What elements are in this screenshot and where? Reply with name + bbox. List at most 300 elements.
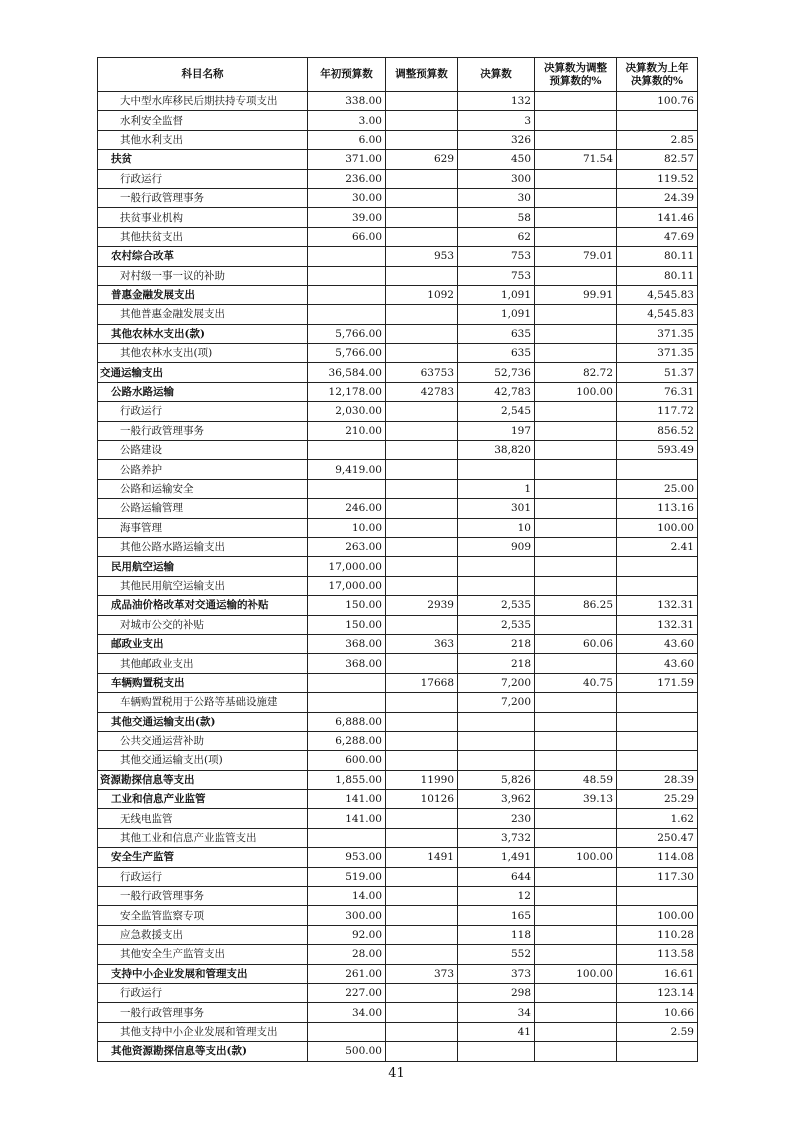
cell-final-accounts: 1,091 (458, 305, 535, 324)
cell-adjusted-budget (386, 867, 458, 886)
cell-pct-of-adjusted: 86.25 (535, 596, 617, 615)
cell-pct-of-adjusted: 48.59 (535, 770, 617, 789)
cell-pct-of-adjusted (535, 945, 617, 964)
table-row (98, 809, 698, 828)
table-row (98, 693, 698, 712)
cell-pct-of-adjusted (535, 402, 617, 421)
cell-adjusted-budget (386, 421, 458, 440)
cell-subject-name: 对城市公交的补贴 (98, 615, 308, 634)
cell-subject-name: 其他民用航空运输支出 (98, 576, 308, 595)
cell-pct-of-adjusted (535, 809, 617, 828)
table-row (98, 1022, 698, 1041)
cell-subject-name: 安全监管监察专项 (98, 906, 308, 925)
cell-subject-name: 行政运行 (98, 402, 308, 421)
cell-subject-name: 成品油价格改革对交通运输的补贴 (98, 596, 308, 615)
cell-pct-of-adjusted: 60.06 (535, 634, 617, 653)
cell-initial-budget: 3.00 (308, 111, 386, 130)
cell-final-accounts: 118 (458, 925, 535, 944)
cell-adjusted-budget: 1092 (386, 285, 458, 304)
cell-pct-of-adjusted: 40.75 (535, 673, 617, 692)
cell-subject-name: 行政运行 (98, 169, 308, 188)
cell-pct-of-previous-year: 100.76 (617, 92, 698, 111)
cell-pct-of-adjusted (535, 92, 617, 111)
cell-final-accounts: 197 (458, 421, 535, 440)
table-row (98, 227, 698, 246)
cell-final-accounts: 34 (458, 1003, 535, 1022)
cell-final-accounts: 635 (458, 324, 535, 343)
cell-pct-of-previous-year: 16.61 (617, 964, 698, 983)
cell-initial-budget (308, 285, 386, 304)
cell-pct-of-adjusted (535, 712, 617, 731)
cell-final-accounts: 300 (458, 169, 535, 188)
cell-pct-of-previous-year (617, 111, 698, 130)
table-row (98, 285, 698, 304)
cell-initial-budget: 500.00 (308, 1042, 386, 1061)
table-row (98, 596, 698, 615)
cell-initial-budget (308, 479, 386, 498)
cell-initial-budget: 150.00 (308, 596, 386, 615)
cell-pct-of-previous-year (617, 557, 698, 576)
cell-pct-of-adjusted (535, 305, 617, 324)
cell-initial-budget: 263.00 (308, 537, 386, 556)
cell-adjusted-budget (386, 983, 458, 1002)
cell-adjusted-budget (386, 654, 458, 673)
cell-pct-of-previous-year (617, 712, 698, 731)
cell-adjusted-budget (386, 130, 458, 149)
cell-pct-of-adjusted (535, 693, 617, 712)
cell-pct-of-previous-year: 371.35 (617, 344, 698, 363)
cell-subject-name: 资源勘探信息等支出 (98, 770, 308, 789)
table-row (98, 92, 698, 111)
cell-pct-of-previous-year: 593.49 (617, 441, 698, 460)
cell-adjusted-budget (386, 266, 458, 285)
cell-final-accounts: 635 (458, 344, 535, 363)
cell-pct-of-previous-year: 2.85 (617, 130, 698, 149)
table-row (98, 731, 698, 750)
table-row (98, 654, 698, 673)
cell-initial-budget (308, 673, 386, 692)
cell-pct-of-adjusted (535, 518, 617, 537)
table-row (98, 673, 698, 692)
cell-final-accounts (458, 557, 535, 576)
cell-pct-of-previous-year: 117.30 (617, 867, 698, 886)
cell-initial-budget (308, 266, 386, 285)
cell-final-accounts: 41 (458, 1022, 535, 1041)
cell-initial-budget: 9,419.00 (308, 460, 386, 479)
cell-pct-of-previous-year: 43.60 (617, 634, 698, 653)
cell-subject-name: 公路养护 (98, 460, 308, 479)
table-row (98, 305, 698, 324)
table-row (98, 460, 698, 479)
cell-subject-name: 其他水利支出 (98, 130, 308, 149)
cell-subject-name: 其他公路水路运输支出 (98, 537, 308, 556)
cell-pct-of-adjusted (535, 227, 617, 246)
cell-initial-budget: 30.00 (308, 188, 386, 207)
cell-subject-name: 一般行政管理事务 (98, 1003, 308, 1022)
cell-adjusted-budget (386, 537, 458, 556)
cell-pct-of-previous-year: 132.31 (617, 615, 698, 634)
cell-initial-budget: 34.00 (308, 1003, 386, 1022)
cell-final-accounts (458, 751, 535, 770)
header-pct-of-adjusted: 决算数为调整 预算数的% (535, 58, 617, 92)
table-row (98, 130, 698, 149)
table-row (98, 945, 698, 964)
cell-subject-name: 农村综合改革 (98, 247, 308, 266)
cell-pct-of-adjusted (535, 983, 617, 1002)
cell-adjusted-budget: 953 (386, 247, 458, 266)
cell-final-accounts: 218 (458, 634, 535, 653)
cell-pct-of-previous-year: 2.59 (617, 1022, 698, 1041)
cell-pct-of-adjusted (535, 441, 617, 460)
cell-subject-name: 其他农林水支出(款) (98, 324, 308, 343)
cell-pct-of-previous-year: 25.29 (617, 790, 698, 809)
cell-initial-budget: 953.00 (308, 848, 386, 867)
table-row (98, 576, 698, 595)
cell-pct-of-previous-year: 43.60 (617, 654, 698, 673)
cell-subject-name: 其他工业和信息产业监管支出 (98, 828, 308, 847)
table-row (98, 537, 698, 556)
cell-initial-budget: 92.00 (308, 925, 386, 944)
cell-initial-budget (308, 441, 386, 460)
cell-adjusted-budget: 10126 (386, 790, 458, 809)
cell-final-accounts (458, 460, 535, 479)
cell-pct-of-adjusted: 100.00 (535, 964, 617, 983)
cell-initial-budget: 338.00 (308, 92, 386, 111)
cell-final-accounts (458, 731, 535, 750)
cell-initial-budget: 39.00 (308, 208, 386, 227)
cell-subject-name: 行政运行 (98, 983, 308, 1002)
cell-adjusted-budget (386, 557, 458, 576)
cell-initial-budget: 300.00 (308, 906, 386, 925)
cell-pct-of-adjusted: 71.54 (535, 150, 617, 169)
cell-pct-of-adjusted (535, 537, 617, 556)
cell-final-accounts: 373 (458, 964, 535, 983)
cell-adjusted-budget: 2939 (386, 596, 458, 615)
cell-pct-of-previous-year: 80.11 (617, 247, 698, 266)
cell-adjusted-budget (386, 460, 458, 479)
cell-adjusted-budget (386, 499, 458, 518)
cell-pct-of-previous-year: 1.62 (617, 809, 698, 828)
cell-subject-name: 一般行政管理事务 (98, 421, 308, 440)
cell-pct-of-previous-year: 28.39 (617, 770, 698, 789)
cell-final-accounts: 3 (458, 111, 535, 130)
cell-final-accounts: 3,962 (458, 790, 535, 809)
cell-subject-name: 无线电监管 (98, 809, 308, 828)
cell-adjusted-budget (386, 441, 458, 460)
cell-adjusted-budget (386, 479, 458, 498)
cell-final-accounts (458, 1042, 535, 1061)
cell-initial-budget: 150.00 (308, 615, 386, 634)
table-row (98, 557, 698, 576)
cell-subject-name: 其他资源勘探信息等支出(款) (98, 1042, 308, 1061)
cell-pct-of-previous-year: 114.08 (617, 848, 698, 867)
cell-adjusted-budget: 11990 (386, 770, 458, 789)
cell-pct-of-adjusted (535, 731, 617, 750)
cell-final-accounts: 38,820 (458, 441, 535, 460)
header-subject-name: 科目名称 (98, 58, 308, 92)
cell-pct-of-adjusted (535, 751, 617, 770)
cell-final-accounts: 7,200 (458, 693, 535, 712)
cell-final-accounts: 30 (458, 188, 535, 207)
cell-adjusted-budget (386, 828, 458, 847)
cell-subject-name: 民用航空运输 (98, 557, 308, 576)
table-row (98, 634, 698, 653)
cell-initial-budget: 6.00 (308, 130, 386, 149)
cell-pct-of-adjusted (535, 169, 617, 188)
cell-final-accounts (458, 712, 535, 731)
cell-final-accounts: 909 (458, 537, 535, 556)
table-row (98, 150, 698, 169)
cell-subject-name: 交通运输支出 (98, 363, 308, 382)
cell-pct-of-previous-year: 4,545.83 (617, 285, 698, 304)
cell-subject-name: 工业和信息产业监管 (98, 790, 308, 809)
table-row (98, 1042, 698, 1061)
cell-initial-budget: 28.00 (308, 945, 386, 964)
cell-pct-of-adjusted: 82.72 (535, 363, 617, 382)
cell-final-accounts: 42,783 (458, 382, 535, 401)
page-number: 41 (388, 1066, 405, 1081)
cell-initial-budget (308, 247, 386, 266)
table-row (98, 421, 698, 440)
table-row (98, 169, 698, 188)
cell-subject-name: 其他邮政业支出 (98, 654, 308, 673)
table-row (98, 188, 698, 207)
table-body (98, 92, 698, 1062)
cell-pct-of-previous-year: 25.00 (617, 479, 698, 498)
cell-initial-budget: 246.00 (308, 499, 386, 518)
table-row (98, 828, 698, 847)
cell-final-accounts: 165 (458, 906, 535, 925)
cell-adjusted-budget (386, 111, 458, 130)
cell-final-accounts: 5,826 (458, 770, 535, 789)
header-pct-of-previous-year: 决算数为上年 决算数的% (617, 58, 698, 92)
cell-pct-of-previous-year: 76.31 (617, 382, 698, 401)
cell-pct-of-adjusted (535, 867, 617, 886)
cell-final-accounts: 301 (458, 499, 535, 518)
cell-pct-of-previous-year: 113.16 (617, 499, 698, 518)
cell-initial-budget: 236.00 (308, 169, 386, 188)
cell-pct-of-previous-year: 371.35 (617, 324, 698, 343)
cell-pct-of-adjusted (535, 460, 617, 479)
cell-pct-of-adjusted (535, 925, 617, 944)
cell-pct-of-previous-year: 171.59 (617, 673, 698, 692)
cell-pct-of-adjusted (535, 208, 617, 227)
cell-final-accounts: 230 (458, 809, 535, 828)
header-adjusted-budget: 调整预算数 (386, 58, 458, 92)
cell-subject-name: 其他扶贫支出 (98, 227, 308, 246)
cell-final-accounts: 3,732 (458, 828, 535, 847)
cell-pct-of-adjusted (535, 324, 617, 343)
cell-final-accounts: 132 (458, 92, 535, 111)
cell-pct-of-previous-year: 2.41 (617, 537, 698, 556)
cell-final-accounts: 753 (458, 266, 535, 285)
cell-pct-of-previous-year (617, 731, 698, 750)
table-row (98, 441, 698, 460)
cell-pct-of-previous-year: 132.31 (617, 596, 698, 615)
cell-subject-name: 公路和运输安全 (98, 479, 308, 498)
cell-final-accounts: 7,200 (458, 673, 535, 692)
cell-initial-budget: 261.00 (308, 964, 386, 983)
cell-adjusted-budget (386, 693, 458, 712)
cell-subject-name: 邮政业支出 (98, 634, 308, 653)
table-row (98, 906, 698, 925)
table-row (98, 1003, 698, 1022)
cell-initial-budget: 5,766.00 (308, 324, 386, 343)
cell-final-accounts (458, 576, 535, 595)
cell-subject-name: 公路建设 (98, 441, 308, 460)
cell-subject-name: 普惠金融发展支出 (98, 285, 308, 304)
table-row (98, 615, 698, 634)
cell-final-accounts: 2,535 (458, 615, 535, 634)
cell-final-accounts: 326 (458, 130, 535, 149)
cell-final-accounts: 10 (458, 518, 535, 537)
cell-final-accounts: 552 (458, 945, 535, 964)
cell-pct-of-previous-year: 100.00 (617, 906, 698, 925)
cell-pct-of-previous-year (617, 751, 698, 770)
cell-subject-name: 其他农林水支出(项) (98, 344, 308, 363)
cell-pct-of-previous-year: 141.46 (617, 208, 698, 227)
cell-pct-of-adjusted (535, 130, 617, 149)
cell-initial-budget: 36,584.00 (308, 363, 386, 382)
cell-final-accounts: 52,736 (458, 363, 535, 382)
cell-subject-name: 水利安全监督 (98, 111, 308, 130)
cell-adjusted-budget: 363 (386, 634, 458, 653)
table-row (98, 111, 698, 130)
cell-adjusted-budget (386, 169, 458, 188)
cell-subject-name: 扶贫事业机构 (98, 208, 308, 227)
table-row (98, 964, 698, 983)
cell-adjusted-budget: 1491 (386, 848, 458, 867)
cell-adjusted-budget (386, 751, 458, 770)
table-row (98, 867, 698, 886)
cell-initial-budget: 17,000.00 (308, 557, 386, 576)
cell-initial-budget (308, 828, 386, 847)
cell-final-accounts: 58 (458, 208, 535, 227)
cell-final-accounts: 298 (458, 983, 535, 1002)
cell-pct-of-previous-year: 110.28 (617, 925, 698, 944)
cell-initial-budget (308, 305, 386, 324)
cell-subject-name: 应急救援支出 (98, 925, 308, 944)
cell-initial-budget: 600.00 (308, 751, 386, 770)
cell-final-accounts: 62 (458, 227, 535, 246)
budget-table (97, 57, 698, 1062)
cell-adjusted-budget (386, 402, 458, 421)
cell-subject-name: 对村级一事一议的补助 (98, 266, 308, 285)
cell-pct-of-adjusted (535, 1003, 617, 1022)
cell-initial-budget: 519.00 (308, 867, 386, 886)
cell-adjusted-budget (386, 92, 458, 111)
table-row (98, 712, 698, 731)
table-row (98, 887, 698, 906)
table-row (98, 363, 698, 382)
cell-pct-of-previous-year: 119.52 (617, 169, 698, 188)
cell-initial-budget (308, 693, 386, 712)
cell-pct-of-previous-year: 51.37 (617, 363, 698, 382)
cell-adjusted-budget (386, 227, 458, 246)
cell-pct-of-adjusted (535, 499, 617, 518)
cell-pct-of-adjusted (535, 266, 617, 285)
cell-pct-of-adjusted (535, 576, 617, 595)
cell-pct-of-previous-year: 856.52 (617, 421, 698, 440)
cell-pct-of-adjusted (535, 344, 617, 363)
cell-subject-name: 行政运行 (98, 867, 308, 886)
cell-subject-name: 大中型水库移民后期扶持专项支出 (98, 92, 308, 111)
cell-initial-budget: 6,888.00 (308, 712, 386, 731)
cell-pct-of-previous-year: 47.69 (617, 227, 698, 246)
cell-initial-budget: 12,178.00 (308, 382, 386, 401)
table-row (98, 770, 698, 789)
cell-subject-name: 支持中小企业发展和管理支出 (98, 964, 308, 983)
cell-adjusted-budget (386, 188, 458, 207)
cell-final-accounts: 2,535 (458, 596, 535, 615)
cell-final-accounts: 644 (458, 867, 535, 886)
cell-adjusted-budget (386, 1022, 458, 1041)
table-row (98, 247, 698, 266)
cell-pct-of-previous-year (617, 576, 698, 595)
cell-pct-of-previous-year: 123.14 (617, 983, 698, 1002)
cell-final-accounts: 450 (458, 150, 535, 169)
cell-pct-of-adjusted: 100.00 (535, 382, 617, 401)
cell-initial-budget: 227.00 (308, 983, 386, 1002)
cell-final-accounts: 1,491 (458, 848, 535, 867)
cell-pct-of-adjusted (535, 887, 617, 906)
cell-pct-of-previous-year: 4,545.83 (617, 305, 698, 324)
cell-pct-of-adjusted (535, 906, 617, 925)
cell-pct-of-previous-year: 100.00 (617, 518, 698, 537)
cell-initial-budget: 371.00 (308, 150, 386, 169)
cell-initial-budget: 141.00 (308, 790, 386, 809)
cell-initial-budget: 10.00 (308, 518, 386, 537)
cell-pct-of-adjusted: 79.01 (535, 247, 617, 266)
cell-subject-name: 车辆购置税支出 (98, 673, 308, 692)
cell-pct-of-adjusted (535, 557, 617, 576)
cell-adjusted-budget (386, 925, 458, 944)
table-row (98, 382, 698, 401)
cell-subject-name: 公路水路运输 (98, 382, 308, 401)
cell-subject-name: 海事管理 (98, 518, 308, 537)
cell-adjusted-budget (386, 324, 458, 343)
cell-pct-of-adjusted (535, 1022, 617, 1041)
cell-pct-of-previous-year: 82.57 (617, 150, 698, 169)
cell-subject-name: 扶贫 (98, 150, 308, 169)
cell-initial-budget: 2,030.00 (308, 402, 386, 421)
cell-initial-budget: 368.00 (308, 634, 386, 653)
cell-pct-of-adjusted (535, 479, 617, 498)
cell-pct-of-adjusted (535, 1042, 617, 1061)
cell-pct-of-adjusted: 99.91 (535, 285, 617, 304)
cell-adjusted-budget (386, 809, 458, 828)
table-row (98, 344, 698, 363)
cell-adjusted-budget (386, 712, 458, 731)
cell-adjusted-budget (386, 906, 458, 925)
cell-subject-name: 一般行政管理事务 (98, 188, 308, 207)
table-row (98, 499, 698, 518)
cell-adjusted-budget: 17668 (386, 673, 458, 692)
cell-pct-of-adjusted (535, 828, 617, 847)
cell-pct-of-previous-year (617, 887, 698, 906)
header-initial-budget: 年初预算数 (308, 58, 386, 92)
cell-initial-budget (308, 1022, 386, 1041)
cell-pct-of-previous-year (617, 1042, 698, 1061)
cell-adjusted-budget (386, 208, 458, 227)
cell-pct-of-adjusted: 39.13 (535, 790, 617, 809)
cell-adjusted-budget (386, 615, 458, 634)
cell-subject-name: 安全生产监管 (98, 848, 308, 867)
cell-subject-name: 其他交通运输支出(项) (98, 751, 308, 770)
table-row (98, 402, 698, 421)
cell-subject-name: 其他安全生产监管支出 (98, 945, 308, 964)
cell-initial-budget: 5,766.00 (308, 344, 386, 363)
